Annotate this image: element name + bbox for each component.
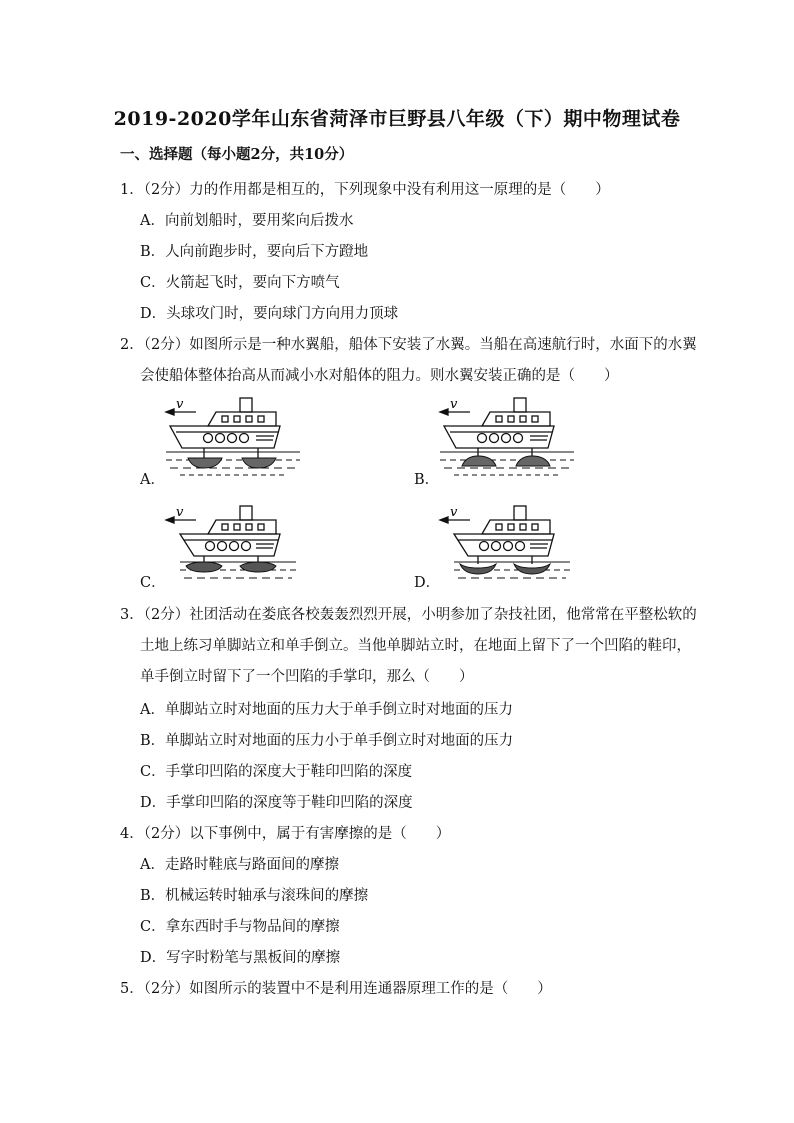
question-2-stem: 2．（2分）如图所示是一种水翼船，船体下安装了水翼。当船在高速航行时，水面下的水翼 (120, 337, 697, 353)
question-3-stem: 3．（2分）社团活动在娄底各校轰轰烈烈开展，小明参加了杂技社团，他常常在平整松软的 (120, 607, 697, 623)
boat-figure-c (160, 500, 310, 586)
section-heading: 一、选择题（每小题2分，共10分） (120, 146, 354, 163)
boat-figure-a (160, 392, 310, 482)
question-1-option-d: D．头球攻门时，要向球门方向用力顶球 (140, 306, 399, 322)
question-3-option-b: B．单脚站立时对地面的压力小于单手倒立时对地面的压力 (140, 733, 514, 749)
question-1-stem: 1．（2分）力的作用都是相互的，下列现象中没有利用这一原理的是（ ） (120, 182, 610, 198)
question-4-option-c: C．拿东西时手与物品间的摩擦 (140, 919, 340, 935)
question-1-option-c: C．火箭起飞时，要向下方喷气 (140, 275, 340, 291)
figure-label-b: B． (414, 472, 440, 488)
velocity-label-d: v (450, 505, 458, 520)
velocity-label-b: v (450, 397, 458, 412)
figure-label-a: A． (140, 472, 165, 488)
velocity-label-a: v (176, 397, 184, 412)
question-5-stem: 5．（2分）如图所示的装置中不是利用连通器原理工作的是（ ） (120, 981, 552, 997)
question-4-option-d: D．写字时粉笔与黑板间的摩擦 (140, 950, 341, 966)
question-3-stem-cont-2: 单手倒立时留下了一个凹陷的手掌印，那么（ ） (140, 669, 474, 685)
question-4-option-a: A．走路时鞋底与路面间的摩擦 (140, 857, 339, 873)
question-4-option-b: B．机械运转时轴承与滚珠间的摩擦 (140, 888, 369, 904)
question-2-stem-cont: 会使船体整体抬高从而减小水对船体的阻力。则水翼安装正确的是（ ） (140, 368, 619, 384)
figure-label-c: C． (140, 575, 166, 591)
question-1-option-a: A．向前划船时，要用桨向后拨水 (140, 213, 354, 229)
question-3-option-a: A．单脚站立时对地面的压力大于单手倒立时对地面的压力 (140, 702, 513, 718)
boat-figure-b (434, 392, 584, 482)
page-title: 2019-2020学年山东省菏泽市巨野县八年级（下）期中物理试卷 (113, 108, 681, 130)
boat-figure-d (434, 500, 584, 586)
question-3-stem-cont-1: 土地上练习单脚站立和单手倒立。当他单脚站立时，在地面上留下了一个凹陷的鞋印， (140, 638, 691, 654)
question-3-option-c: C．手掌印凹陷的深度大于鞋印凹陷的深度 (140, 764, 413, 780)
figure-label-d: D． (414, 575, 441, 591)
velocity-label-c: v (176, 505, 184, 520)
question-4-stem: 4．（2分）以下事例中，属于有害摩擦的是（ ） (120, 826, 451, 842)
question-1-option-b: B．人向前跑步时，要向后下方蹬地 (140, 244, 369, 260)
question-3-option-d: D．手掌印凹陷的深度等于鞋印凹陷的深度 (140, 795, 413, 811)
